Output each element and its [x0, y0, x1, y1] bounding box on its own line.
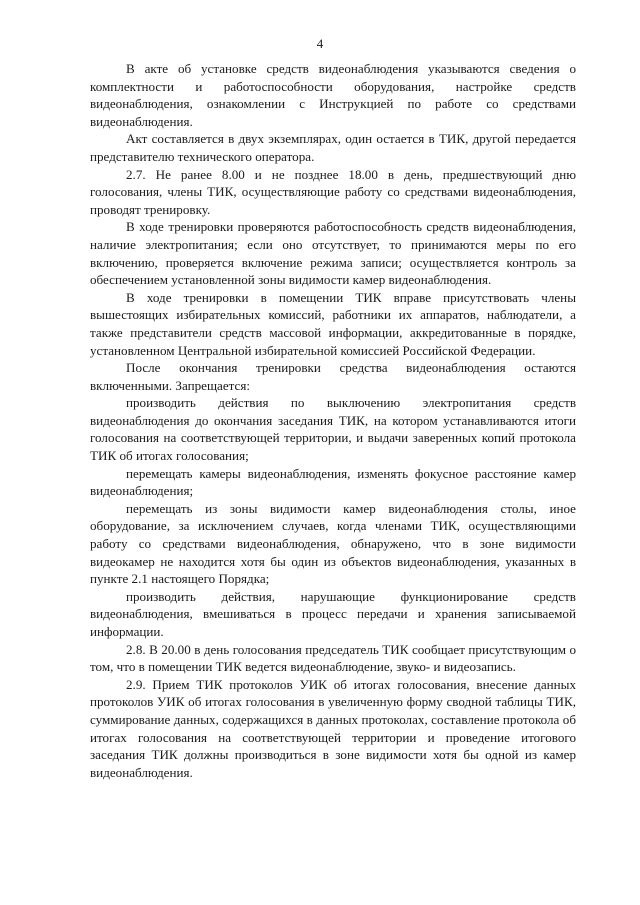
paragraph-after-training: После окончания тренировки средства видеонаблюдения остаются включенными. Запрещается: [90, 360, 576, 393]
paragraph-act-copies: Акт составляется в двух экземплярах, один остается в ТИК, другой передается представителю технического оператора. [90, 131, 576, 164]
paragraph-2-8: 2.8. В 20.00 в день голосования председатель ТИК сообщает присутствующим о том, что в помещении ТИК ведется видеонаблюдение, звуко- и видеозапись. [90, 641, 576, 675]
paragraph-training-checks: В ходе тренировки проверяются работоспособность средств видеонаблюдения, наличие электропитания; если оно отсутствует, то принимаются меры по его включению, проверяется включение режима записи; осуществляется контроль за обеспечением установленной зоны видимости камер видеонаблюдения. [90, 219, 576, 288]
paragraph-prohibition-power: производить действия по выключению электропитания средств видеонаблюдения до окончания заседания ТИК, на котором устанавливаются итоги голосования на соответствующей территории, и выдачи заверенных копий протокола ТИК об итогах голосования; [90, 395, 576, 464]
document-body [90, 60, 576, 781]
paragraph-2-9: 2.9. Прием ТИК протоколов УИК об итогах голосования, внесение данных протоколов УИК об итогах голосования в увеличенную форму сводной таблицы ТИК, суммирование данных, содержащихся в данных протоколах, составление протокола об итогах голосования на соответствующей территории и проведение итогового заседания ТИК должны производиться в зоне видимости хотя бы одной из камер видеонаблюдения. [90, 676, 576, 780]
paragraph-training-attendance: В ходе тренировки в помещении ТИК вправе присутствовать члены вышестоящих избирательных комиссий, работники их аппаратов, наблюдатели, а также представители средств массовой информации, аккредитованные в порядке, установленном Центральной избирательной комиссией Российской Федерации. [90, 289, 576, 358]
paragraph-2-7: 2.7. Не ранее 8.00 и не позднее 18.00 в день, предшествующий дню голосования, члены ТИК, осуществляющие работу со средствами видеонаблюдения, проводят тренировку. [90, 166, 576, 217]
paragraph-prohibition-move-objects: перемещать из зоны видимости камер видеонаблюдения столы, иное оборудование, за исключением случаев, когда членами ТИК, осуществляющими работу со средствами видеонаблюдения, обнаружено, что в зоне видимости видеокамер не находится хотя бы один из объектов видеонаблюдения, указанных в пункте 2.1 настоящего Порядка; [90, 500, 576, 587]
paragraph-act-contents: В акте об установке средств видеонаблюдения указываются сведения о комплектности и работоспособности оборудования, настройке средств видеонаблюдения, ознакомлении с Инструкцией по работе со средствами видеонаблюдения. [90, 61, 576, 129]
page-number: 4 [316, 36, 324, 51]
paragraph-prohibition-interference: производить действия, нарушающие функционирование средств видеонаблюдения, вмешиваться в процесс передачи и хранения записываемой информации. [90, 588, 576, 639]
paragraph-prohibition-move-cameras: перемещать камеры видеонаблюдения, изменять фокусное расстояние камер видеонаблюдения; [90, 465, 576, 499]
